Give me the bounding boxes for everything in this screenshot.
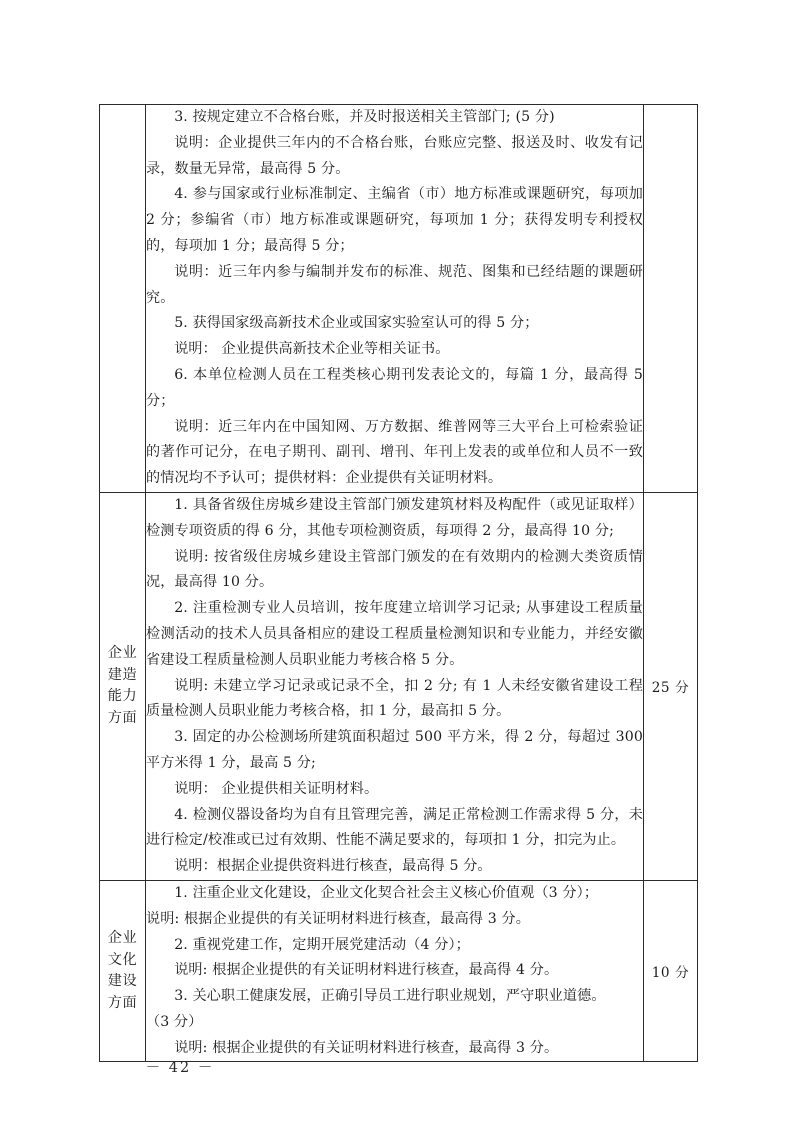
criteria-paragraph: 说明：根据企业提供资料进行核查，最高得 5 分。 xyxy=(174,858,492,875)
category-label-line: 方面 xyxy=(107,710,138,726)
row-category-cell xyxy=(100,880,146,1062)
row-category-cell xyxy=(100,492,146,880)
row-points-cell: 10 分 xyxy=(644,880,698,1062)
category-label-line: 能力 xyxy=(107,688,138,705)
criteria-paragraph: 说明：近三年内在中国知网、万方数据、维普网等三大平台上可检索验证的著作可记分，在电子期刊、副刊、增刊、年刊上发表的或单位和人员不一致的情况均不予认可；提供材料：企业提供有关证明材料。 xyxy=(146,418,643,487)
criteria-paragraph: 说明: 根据企业提供的有关证明材料进行核查，最高得 4 分。 xyxy=(174,962,559,979)
criteria-paragraph: 说明：企业提供三年内的不合格台账，台账应完整、报送及时、收发有记录，数量无异常，最高得 5 分。 xyxy=(146,134,643,177)
evaluation-criteria-table xyxy=(99,104,698,1062)
row-criteria-cell xyxy=(146,492,644,880)
category-label xyxy=(100,643,145,729)
criteria-paragraph: 说明: 根据企业提供的有关证明材料进行核查，最高得 3 分。 xyxy=(174,1039,559,1056)
row-points-cell xyxy=(644,105,698,493)
criteria-paragraph: 4. 参与国家或行业标准制定、主编省（市）地方标准或课题研究，每项加 2 分；参编省（市）地方标准或课题研究，每项加 1 分；获得发明专利授权的，每项加 1 分；最高得 5 分； xyxy=(146,186,643,254)
category-label-line: 企业 xyxy=(107,645,138,662)
page-number: － 42 － xyxy=(145,1060,215,1076)
row-points-cell: 25 分 xyxy=(644,492,698,880)
criteria-paragraph: 说明： 企业提供相关证明材料。 xyxy=(174,780,379,797)
criteria-paragraph: 3. 关心职工健康发展，正确引导员工进行职业规划，严守职业道德。 xyxy=(174,988,606,1005)
criteria-paragraph: 1. 注重企业文化建设，企业文化契合社会主义核心价值观（3 分）； xyxy=(174,884,599,901)
table-row xyxy=(100,880,698,1062)
category-label-line: 建造 xyxy=(107,666,138,683)
criteria-paragraph: 说明: 按省级住房城乡建设主管部门颁发的在有效期内的检测大类资质情况，最高得 10 分。 xyxy=(146,548,643,591)
criteria-paragraph: （3 分） xyxy=(146,1013,203,1030)
category-label-line: 建设 xyxy=(107,973,138,990)
category-label-line: 企业 xyxy=(107,930,138,947)
criteria-paragraph: 说明：近三年内参与编制并发布的标准、规范、图集和已经结题的课题研究。 xyxy=(146,263,643,306)
row-criteria-cell xyxy=(146,105,644,493)
criteria-paragraph: 1. 具备省级住房城乡建设主管部门颁发建筑材料及构配件（或见证取样）检测专项资质的得 6 分，其他专项检测资质，每项得 2 分，最高得 10 分; xyxy=(146,496,643,539)
table-row xyxy=(100,492,698,880)
table-row xyxy=(100,105,698,493)
criteria-paragraph: 2. 重视党建工作，定期开展党建活动（4 分）； xyxy=(174,936,470,953)
category-label-line: 文化 xyxy=(107,951,138,968)
category-label-line: 方面 xyxy=(107,994,138,1011)
criteria-paragraph: 2. 注重检测专业人员培训，按年度建立培训学习记录; 从事建设工程质量检测活动的技术人员具备相应的建设工程质量检测知识和专业能力，并经安徽省建设工程质量检测人员职业能力考核合格 5 分。 xyxy=(146,600,643,668)
criteria-paragraph: 说明： 企业提供高新技术企业等相关证书。 xyxy=(174,341,450,358)
category-label xyxy=(100,928,145,1014)
criteria-paragraph: 说明: 未建立学习记录或记录不全，扣 2 分; 有 1 人未经安徽省建设工程质量检测人员职业能力考核合格，扣 1 分，最高扣 5 分。 xyxy=(146,677,643,720)
criteria-paragraph: 说明: 根据企业提供的有关证明材料进行核查，最高得 3 分。 xyxy=(146,910,530,927)
criteria-paragraph: 5. 获得国家级高新技术企业或国家实验室认可的得 5 分； xyxy=(174,315,539,332)
criteria-paragraph: 4. 检测仪器设备均为自有且管理完善，满足正常检测工作需求得 5 分，未进行检定/校准或已过有效期、性能不满足要求的，每项扣 1 分，扣完为止。 xyxy=(146,806,643,849)
row-category-cell xyxy=(100,105,146,493)
criteria-paragraph: 6. 本单位检测人员在工程类核心期刊发表论文的，每篇 1 分，最高得 5 分； xyxy=(146,366,643,409)
row-criteria-cell xyxy=(146,880,644,1062)
criteria-paragraph: 3. 固定的办公检测场所建筑面积超过 500 平方米，得 2 分，每超过 300 平方米得 1 分，最高 5 分; xyxy=(146,729,643,771)
criteria-paragraph: 3. 按规定建立不合格台账，并及时报送相关主管部门; (5 分) xyxy=(174,109,555,125)
table-body xyxy=(100,105,698,1062)
